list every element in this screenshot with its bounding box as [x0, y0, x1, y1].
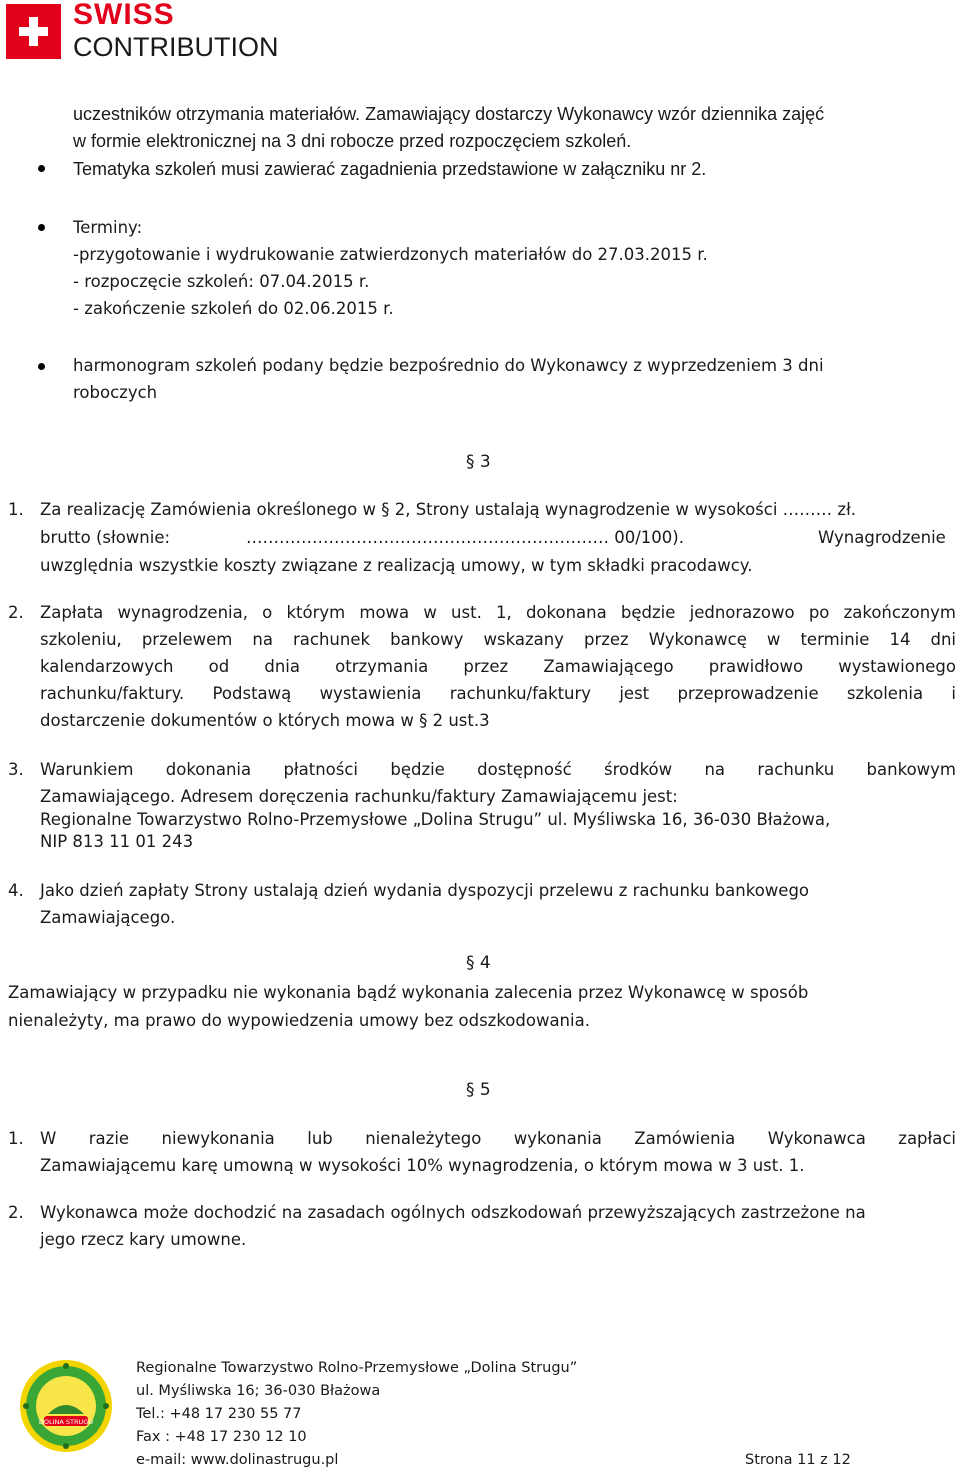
paragraph-line: szkoleniu, przelewem na rachunek bankowy wskazany przez Wykonawcę w terminie 14 dni: [40, 630, 956, 649]
logo-text-swiss: SWISS: [73, 0, 175, 31]
list-number: 3.: [8, 760, 24, 779]
paragraph-line: Warunkiem dokonania płatności będzie dostępność środków na rachunku bankowym: [40, 760, 956, 779]
paragraph-line: Wynagrodzenie: [818, 528, 946, 547]
bullet-text: harmonogram szkoleń podany będzie bezpośrednio do Wykonawcy z wyprzedzeniem 3 dni: [73, 356, 824, 375]
paragraph-line: rachunku/faktury. Podstawą wystawienia rachunku/faktury jest przeprowadzenie szkolenia i: [40, 684, 956, 703]
paragraph-line: brutto (słownie:: [40, 528, 171, 547]
terms-line: - rozpoczęcie szkoleń: 07.04.2015 r.: [73, 272, 370, 291]
list-number: 2.: [8, 1203, 24, 1222]
list-number: 1.: [8, 500, 24, 519]
terms-line: -przygotowanie i wydrukowanie zatwierdzonych materiałów do 27.03.2015 r.: [73, 245, 708, 264]
list-number: 2.: [8, 603, 24, 622]
paragraph-line: NIP 813 11 01 243: [40, 832, 194, 851]
paragraph-line: Zapłata wynagrodzenia, o którym mowa w ust. 1, dokonana będzie jednorazowo po zakończonym: [40, 603, 956, 622]
paragraph-line: uwzględnia wszystkie koszty związane z realizacją umowy, w tym składki pracodawcy.: [40, 556, 753, 575]
bullet-text: w formie elektronicznej na 3 dni robocze przed rozpoczęciem szkoleń.: [73, 131, 632, 151]
list-number: 4.: [8, 881, 24, 900]
footer-email: e-mail: www.dolinastrugu.pl: [136, 1452, 339, 1468]
dolina-strugu-logo: [18, 1358, 114, 1454]
bullet-icon: [38, 363, 45, 370]
bullet-text: uczestników otrzymania materiałów. Zamawiający dostarczy Wykonawcy wzór dziennika zajęć: [73, 104, 825, 124]
footer-fax: Fax : +48 17 230 12 10: [136, 1429, 307, 1445]
section-heading: § 4: [466, 953, 491, 973]
paragraph-line: Jako dzień zapłaty Strony ustalają dzień wydania dyspozycji przelewu z rachunku bankowego: [40, 881, 810, 900]
footer-org: Regionalne Towarzystwo Rolno-Przemysłowe „Dolina Strugu”: [136, 1360, 578, 1376]
bullet-text: Tematyka szkoleń musi zawierać zagadnienia przedstawione w załączniku nr 2.: [73, 159, 707, 179]
logo-text-contribution: CONTRIBUTION: [73, 32, 279, 62]
paragraph-line: Regionalne Towarzystwo Rolno-Przemysłowe „Dolina Strugu” ul. Myśliwska 16, 36-030 Błażowa,: [40, 810, 831, 829]
paragraph-line: W razie niewykonania lub nienależytego wykonania Zamówienia Wykonawca zapłaci: [40, 1129, 956, 1148]
bullet-icon: [38, 165, 45, 172]
paragraph-line: jego rzecz kary umowne.: [40, 1230, 247, 1249]
page-number: Strona 11 z 12: [745, 1452, 851, 1468]
terms-title: Terminy:: [73, 218, 143, 237]
bullet-text: roboczych: [73, 383, 158, 402]
list-number: 1.: [8, 1129, 24, 1148]
swiss-cross-logo: [6, 4, 61, 59]
paragraph-line: nienależyty, ma prawo do wypowiedzenia umowy bez odszkodowania.: [8, 1011, 590, 1030]
footer-tel: Tel.: +48 17 230 55 77: [136, 1406, 302, 1422]
footer-address: ul. Myśliwska 16; 36-030 Błażowa: [136, 1383, 381, 1399]
paragraph-line: Zamawiającego.: [40, 908, 176, 927]
bullet-icon: [38, 224, 45, 231]
paragraph-line: kalendarzowych od dnia otrzymania przez Zamawiającego prawidłowo wystawionego: [40, 657, 956, 676]
paragraph-line: Wykonawca może dochodzić na zasadach ogólnych odszkodowań przewyższających zastrzeżone na: [40, 1203, 866, 1222]
section-heading: § 5: [466, 1080, 491, 1100]
logo-caption: DOLINA STRUGU: [38, 1418, 94, 1426]
paragraph-line: Zamawiającemu karę umowną w wysokości 10% wynagrodzenia, o którym mowa w 3 ust. 1.: [40, 1156, 805, 1175]
paragraph-line: Za realizację Zamówienia określonego w § 2, Strony ustalają wynagrodzenie w wysokości ……… zł.: [40, 500, 857, 519]
paragraph-line: Zamawiającego. Adresem doręczenia rachunku/faktury Zamawiającemu jest:: [40, 787, 678, 806]
paragraph-line: ………………………………………………………… 00/100).: [246, 528, 684, 547]
terms-line: - zakończenie szkoleń do 02.06.2015 r.: [73, 299, 394, 318]
paragraph-line: dostarczenie dokumentów o których mowa w § 2 ust.3: [40, 711, 490, 730]
section-heading: § 3: [466, 452, 491, 472]
paragraph-line: Zamawiający w przypadku nie wykonania bądź wykonania zalecenia przez Wykonawcę w sposób: [8, 983, 809, 1002]
